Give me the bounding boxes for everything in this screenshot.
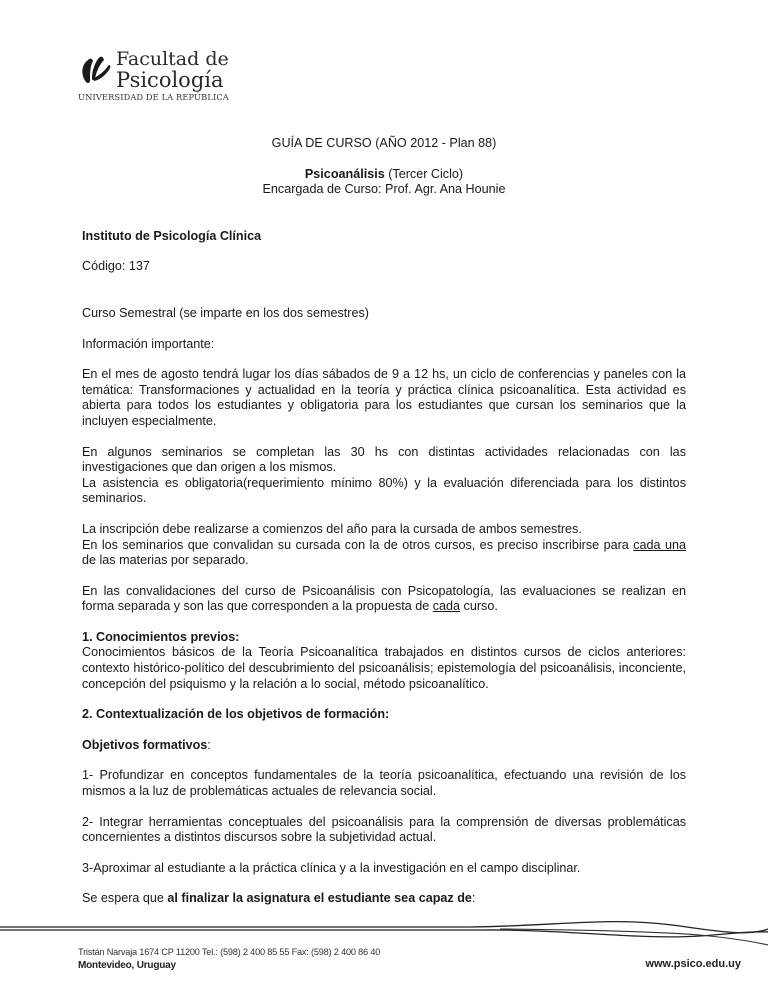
paragraph-attendance: La asistencia es obligatoria(requerimiento mínimo 80%) y la evaluación diferenciada para los distintos seminarios.: [82, 475, 686, 506]
paragraph-enrollment: La inscripción debe realizarse a comienzos del año para la cursada de ambos semestres.: [82, 521, 582, 536]
logo-title-line1: Facultad de: [116, 48, 229, 70]
course-name: Psicoanálisis: [304, 166, 385, 181]
expected-outcomes-intro: [82, 891, 686, 907]
paragraph-seminars-hours: En algunos seminarios se completan las 30 hs con distintas actividades relacionadas con las investigaciones que dan origen a los mismos.: [82, 444, 686, 475]
text-run: :: [207, 737, 211, 752]
guide-title: GUÍA DE CURSO (AÑO 2012 - Plan 88): [271, 136, 497, 150]
objectives-subheading: [82, 738, 686, 754]
section1-body: Conocimientos básicos de la Teoría Psicoanalítica trabajados en distintos cursos de ciclos anteriores: contexto histórico-político del descubrimiento del psicoanálisis; epistemología del psicoanálisis, inconciente, concepción del psiquismo y la relación a lo social, método psicoanalítico.: [82, 645, 686, 691]
footer-city: Montevideo, Uruguay: [78, 960, 176, 971]
important-info-label: Información importante:: [82, 336, 215, 351]
bold-text: al finalizar la asignatura el estudiante sea capaz de: [167, 891, 472, 906]
section2-heading: 2. Contextualización de los objetivos de formación:: [82, 707, 390, 722]
institute-heading: Instituto de Psicología Clínica: [82, 228, 262, 243]
logo-university: UNIVERSIDAD DE LA REPÚBLICA: [78, 92, 229, 102]
objective-3: 3-Aproximar al estudiante a la práctica clínica y a la investigación en el campo disciplinar.: [82, 860, 581, 875]
underlined-text: cada una: [633, 537, 686, 552]
facultad-psicologia-logo-icon: [78, 52, 112, 86]
objectives-label: Objetivos formativos: [82, 737, 208, 752]
section1-heading: 1. Conocimientos previos:: [82, 629, 240, 644]
text-run: Se espera que: [82, 891, 168, 906]
footer-address: Tristán Narvaja 1674 CP 11200 Tel.: (598) 2 400 85 55 Fax: (598) 2 400 86 40: [78, 947, 381, 957]
objective-2: 2- Integrar herramientas conceptuales del psicoanálisis para la comprensión de diversas problemáticas concernientes a distintos discursos sobre la subjetividad actual.: [82, 814, 686, 845]
document-body: [82, 136, 686, 907]
paragraph-convalidation-enrollment: [82, 538, 686, 569]
semester-info: Curso Semestral (se imparte en los dos semestres): [82, 305, 369, 320]
text-run: curso.: [460, 599, 498, 614]
course-code: Código: 137: [82, 259, 150, 274]
course-instructor: Encargada de Curso: Prof. Agr. Ana Hounie: [262, 182, 506, 197]
paragraph-august-cycle: En el mes de agosto tendrá lugar los días sábados de 9 a 12 hs, un ciclo de conferencias y paneles con la temática: Transformaciones y actualidad en la teoría y práctica clínica psicoanalítica. Esta actividad es abierta para todos los estudiantes y obligatoria para los estudiantes que cursan los seminarios que la incluyen especialmente.: [82, 367, 686, 428]
course-title: [82, 167, 686, 183]
objective-1: 1- Profundizar en conceptos fundamentales de la teoría psicoanalítica, efectuando una revisión de los mismos a la luz de problemáticas actuales de relevancia social.: [82, 768, 686, 799]
footer-website-link[interactable]: www.psico.edu.uy: [645, 958, 741, 970]
text-run: :: [471, 891, 476, 906]
logo-title-line2: Psicología: [116, 68, 224, 92]
paragraph-convalidation-evaluation: [82, 584, 686, 615]
underlined-text: cada: [432, 599, 461, 614]
text-run: de las materias por separado.: [82, 553, 249, 568]
text-run: En las convalidaciones del curso de Psicoanálisis con Psicopatología, las evaluaciones se realizan en forma separada y son las que corresponden a la propuesta de: [82, 583, 686, 614]
course-cycle: (Tercer Ciclo): [384, 166, 464, 181]
text-run: En los seminarios que convalidan su cursada con la de otros cursos, es preciso inscribirse para: [82, 537, 634, 552]
